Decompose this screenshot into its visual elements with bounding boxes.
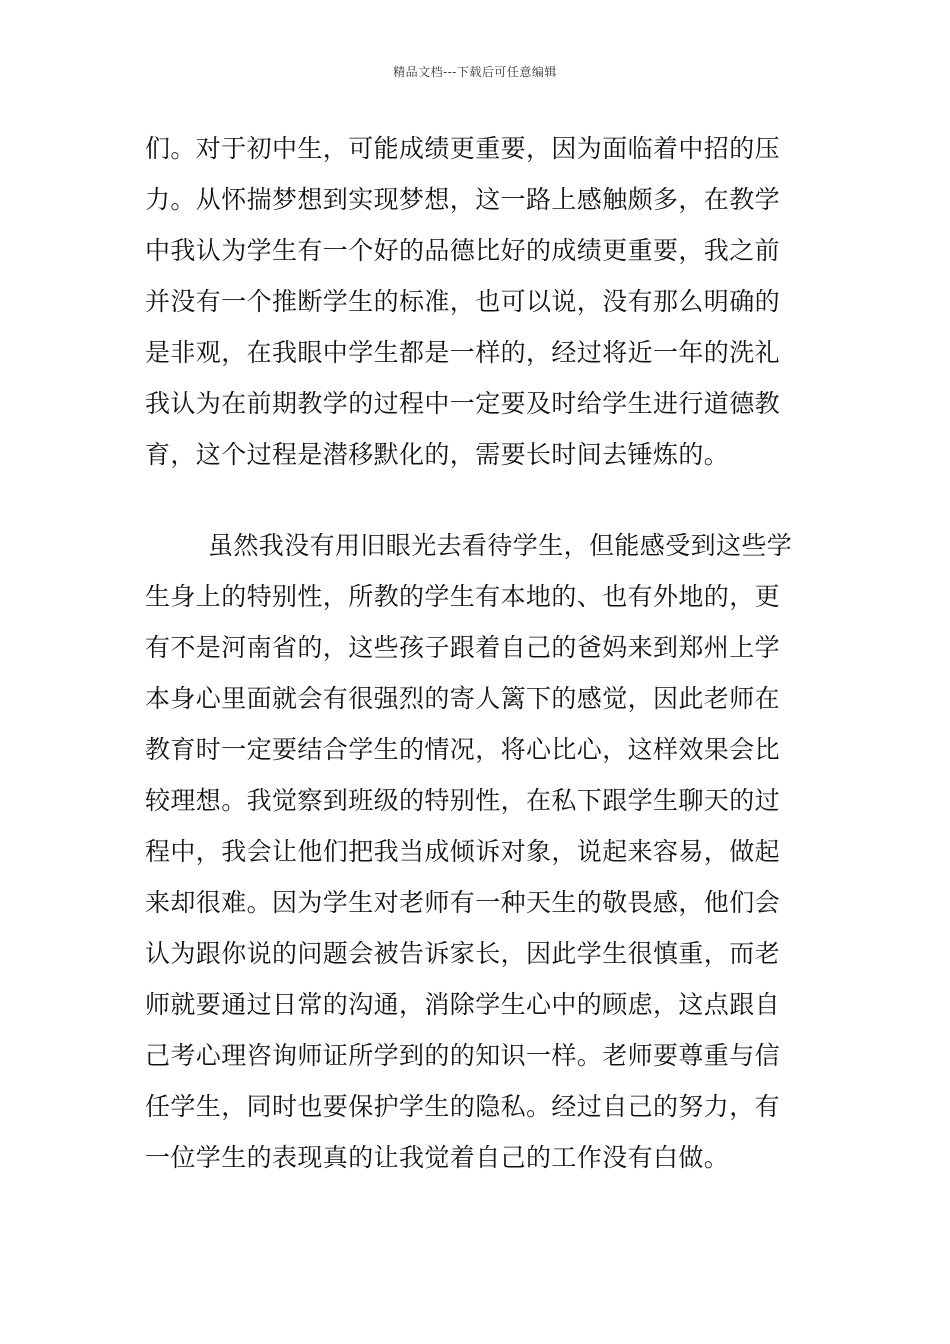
paragraph-2: [145, 520, 810, 1183]
text-line: 有不是河南省的，这些孩子跟着自己的爸妈来到郑州上学: [145, 633, 781, 662]
text-line: 来却很难。因为学生对老师有一种天生的敬畏感，他们会: [145, 888, 781, 917]
text-line: 育，这个过程是潜移默化的，需要长时间去锤炼的。: [145, 440, 730, 469]
text-line: 虽然我没有用旧眼光去看待学生，但能感受到这些学: [208, 531, 793, 560]
text-line: 认为跟你说的问题会被告诉家长，因此学生很慎重，而老: [145, 939, 781, 968]
text-line: 生身上的特别性，所教的学生有本地的、也有外地的，更: [145, 582, 781, 611]
text-line: 中我认为学生有一个好的品德比好的成绩更重要，我之前: [145, 236, 781, 265]
text-line: 力。从怀揣梦想到实现梦想，这一路上感触颇多，在教学: [145, 185, 781, 214]
text-line: 是非观，在我眼中学生都是一样的，经过将近一年的洗礼: [145, 338, 781, 367]
page-header: 精品文档---下载后可任意编辑: [393, 65, 557, 79]
paragraph-1: [145, 123, 810, 480]
text-line: 一位学生的表现真的让我觉着自己的工作没有白做。: [145, 1143, 730, 1172]
text-line: 任学生，同时也要保护学生的隐私。经过自己的努力，有: [145, 1092, 781, 1121]
text-line: 本身心里面就会有很强烈的寄人篱下的感觉，因此老师在: [145, 684, 781, 713]
text-line: 们。对于初中生，可能成绩更重要，因为面临着中招的压: [145, 134, 781, 163]
text-line: 教育时一定要结合学生的情况，将心比心，这样效果会比: [145, 735, 781, 764]
text-line: 我认为在前期教学的过程中一定要及时给学生进行道德教: [145, 389, 781, 418]
text-line: 己考心理咨询师证所学到的的知识一样。老师要尊重与信: [145, 1041, 781, 1070]
text-line: 并没有一个推断学生的标准，也可以说，没有那么明确的: [145, 287, 781, 316]
text-line: 师就要通过日常的沟通，消除学生心中的顾虑，这点跟自: [145, 990, 781, 1019]
text-line: 较理想。我觉察到班级的特别性，在私下跟学生聊天的过: [145, 786, 781, 815]
text-line: 程中，我会让他们把我当成倾诉对象，说起来容易，做起: [145, 837, 781, 866]
